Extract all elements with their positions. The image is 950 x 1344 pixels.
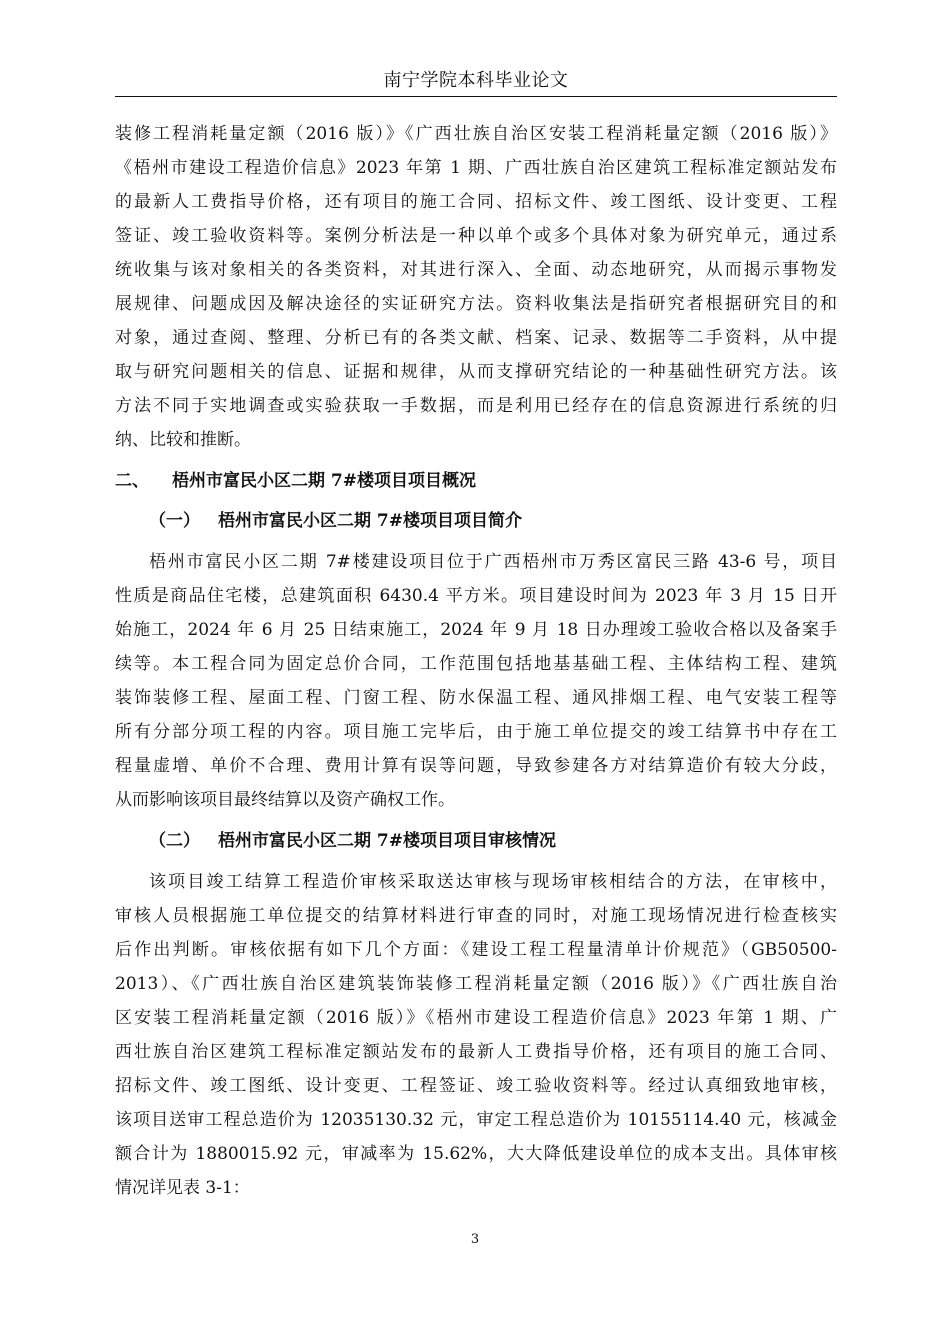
text-line: 情况详见表 3-1： <box>115 1178 250 1198</box>
text-line: 方法不同于实地调查或实验获取一手数据，而是利用已经存在的信息资源进行系统的归 <box>115 396 837 416</box>
text-line: 《梧州市建设工程造价信息》2023 年第 1 期、广西壮族自治区建筑工程标准定额站发布 <box>115 158 837 178</box>
text-line: 统收集与该对象相关的各类资料，对其进行深入、全面、动态地研究，从而揭示事物发 <box>115 260 837 280</box>
text-line: 取与研究问题相关的信息、证据和规律，从而支撑研究结论的一种基础性研究方法。该 <box>115 362 837 382</box>
text-line: 的最新人工费指导价格，还有项目的施工合同、招标文件、竣工图纸、设计变更、工程 <box>115 192 837 212</box>
running-header: 南宁学院本科毕业论文 <box>383 70 569 91</box>
subsection-number: （一） <box>149 511 200 531</box>
text-line: 区安装工程消耗量定额（2016 版）》《梧州市建设工程造价信息》2023 年第 1 期、广 <box>115 1008 837 1028</box>
text-line: 从而影响该项目最终结算以及资产确权工作。 <box>115 790 455 810</box>
text-line: 后作出判断。审核依据有如下几个方面：《建设工程工程量清单计价规范》（GB50500- <box>115 940 837 960</box>
text-line: 招标文件、竣工图纸、设计变更、工程签证、竣工验收资料等。经过认真细致地审核， <box>115 1076 837 1096</box>
text-line: 续等。本工程合同为固定总价合同，工作范围包括地基基础工程、主体结构工程、建筑 <box>115 654 837 674</box>
text-line: 审核人员根据施工单位提交的结算材料进行审查的同时，对施工现场情况进行检查核实 <box>115 906 837 926</box>
text-line: 对象，通过查阅、整理、分析已有的各类文献、档案、记录、数据等二手资料，从中提 <box>115 328 837 348</box>
text-line: 装修工程消耗量定额（2016 版）》《广西壮族自治区安装工程消耗量定额（2016 版）》 <box>115 124 837 144</box>
text-line: 签证、竣工验收资料等。案例分析法是一种以单个或多个具体对象为研究单元，通过系 <box>115 226 837 246</box>
subsection-title: 梧州市富民小区二期 7#楼项目项目审核情况 <box>218 831 556 851</box>
text-line: 始施工，2024 年 6 月 25 日结束施工，2024 年 9 月 18 日办理竣工验收合格以及备案手 <box>115 620 837 640</box>
text-line: 该项目送审工程总造价为 12035130.32 元，审定工程总造价为 10155114.40 元，核减金 <box>115 1110 837 1130</box>
text-line: 程量虚增、单价不合理、费用计算有误等问题，导致参建各方对结算造价有较大分歧， <box>115 756 837 776</box>
header-divider <box>115 96 837 97</box>
text-line: 额合计为 1880015.92 元，审减率为 15.62%，大大降低建设单位的成本支出。具体审核 <box>115 1144 837 1164</box>
text-line: 性质是商品住宅楼，总建筑面积 6430.4 平方米。项目建设时间为 2023 年 3 月 15 日开 <box>115 586 837 606</box>
text-line: 该项目竣工结算工程造价审核采取送达审核与现场审核相结合的方法，在审核中， <box>149 872 837 892</box>
subsection-title: 梧州市富民小区二期 7#楼项目项目简介 <box>218 511 522 531</box>
text-line: 装饰装修工程、屋面工程、门窗工程、防水保温工程、通风排烟工程、电气安装工程等 <box>115 688 837 708</box>
page-number: 3 <box>470 1232 480 1247</box>
text-line: 所有分部分项工程的内容。项目施工完毕后，由于施工单位提交的竣工结算书中存在工 <box>115 722 837 742</box>
text-line: 展规律、问题成因及解决途径的实证研究方法。资料收集法是指研究者根据研究目的和 <box>115 294 837 314</box>
text-line: 西壮族自治区建筑工程标准定额站发布的最新人工费指导价格，还有项目的施工合同、 <box>115 1042 837 1062</box>
section-title: 梧州市富民小区二期 7#楼项目项目概况 <box>172 471 476 491</box>
text-line: 纳、比较和推断。 <box>115 430 251 450</box>
subsection-number: （二） <box>149 831 200 851</box>
text-line: 2013）、《广西壮族自治区建筑装饰装修工程消耗量定额（2016 版）》《广西壮族自治 <box>115 974 837 994</box>
text-line: 梧州市富民小区二期 7#楼建设项目位于广西梧州市万秀区富民三路 43-6 号，项目 <box>149 552 837 572</box>
section-number: 二、 <box>115 471 149 491</box>
